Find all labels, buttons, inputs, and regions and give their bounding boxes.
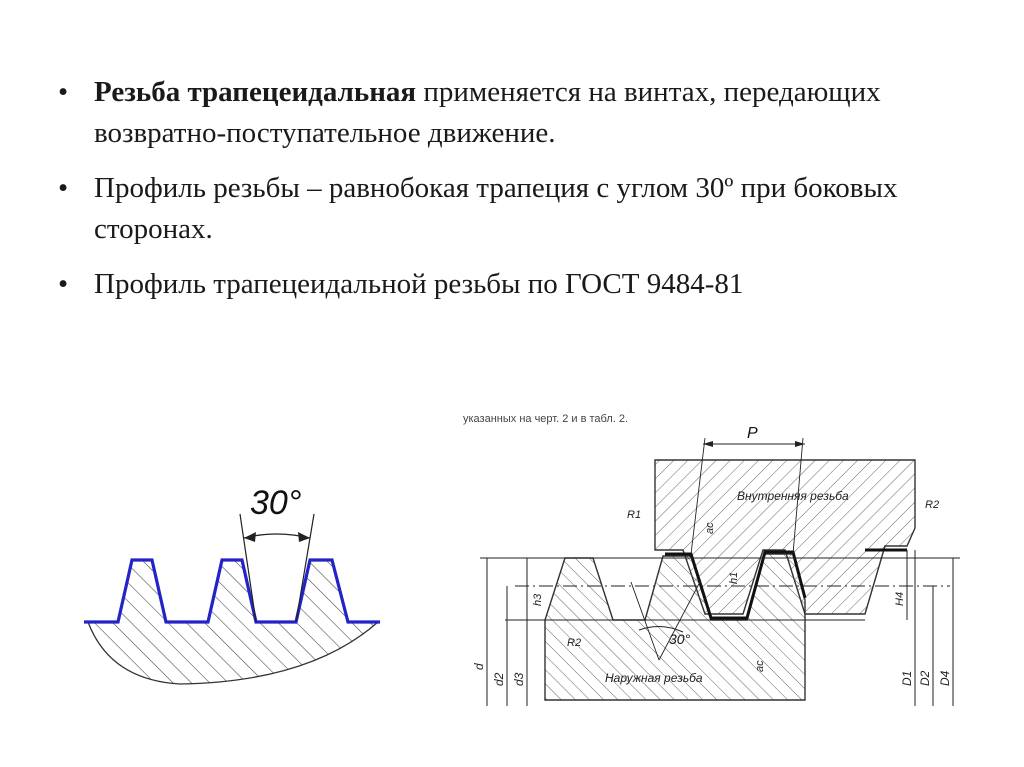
angle-label: 30° [250, 484, 302, 522]
bullet-dot: • [58, 76, 69, 108]
label-h3: h3 [532, 593, 544, 606]
bullet-item-2 [58, 168, 988, 250]
pitch-label: P [747, 425, 758, 442]
outer-thread-label: Наружная резьба [605, 671, 703, 685]
bullet-dot: • [58, 172, 69, 204]
label-D2: D2 [918, 670, 932, 686]
label-h1: h1 [728, 571, 740, 584]
label-ac-bottom: ac [754, 660, 766, 672]
bullet-2-text: Профиль резьбы – равнобокая трапеция с углом 30º при боковых сторонах. [94, 172, 898, 245]
bullet-1-bold: Резьба трапецеидальная [94, 76, 417, 108]
label-d3: d3 [512, 672, 526, 686]
gost-thread-drawing [455, 410, 975, 710]
bullet-dot: • [58, 268, 69, 300]
bullet-list [58, 72, 988, 319]
simple-thread-profile [70, 470, 390, 710]
drawing-header-text: указанных на черт. 2 и в табл. 2. [463, 413, 629, 425]
label-D4: D4 [938, 670, 952, 686]
bullet-1-text: применяется на винтах, передающих возвратно-поступательное движение. [94, 76, 881, 149]
label-R2-top: R2 [925, 499, 940, 511]
label-H4: H4 [894, 591, 906, 606]
angle-label-right: 30° [669, 631, 691, 647]
hatched-body [88, 560, 378, 684]
label-d2: d2 [492, 672, 506, 686]
bullet-item-1 [58, 72, 988, 154]
pitch-arrow-right [795, 441, 805, 447]
bullet-item-3 [58, 264, 988, 305]
inner-thread-label: Внутренняя резьба [737, 489, 849, 503]
label-ac-top: ac [704, 522, 716, 534]
label-R1: R1 [627, 509, 642, 521]
label-R2: R2 [567, 637, 582, 649]
label-D1: D1 [900, 670, 914, 686]
label-d: d [472, 663, 486, 670]
bullet-3-text: Профиль трапецеидальной резьбы по ГОСТ 9484-81 [94, 268, 744, 300]
